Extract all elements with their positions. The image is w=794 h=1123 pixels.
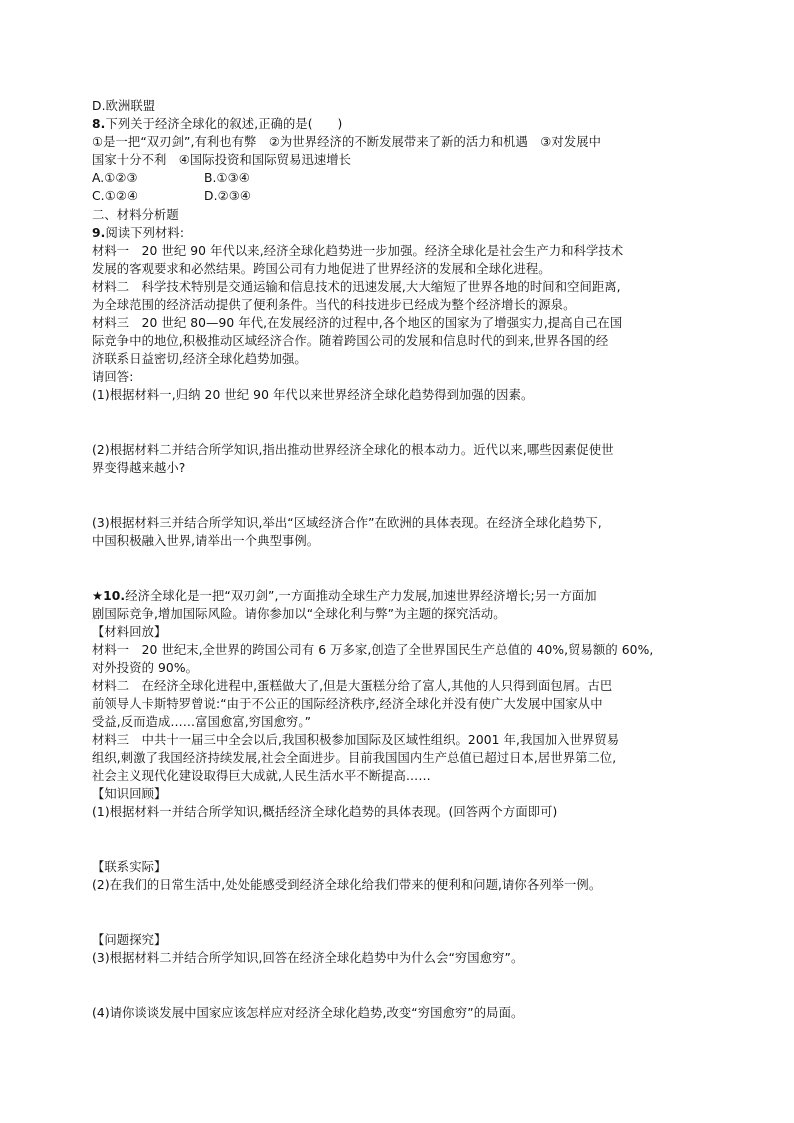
- q9-subquestion-2-line1: (2)根据材料二并结合所学知识,指出推动世界经济全球化的根本动力。近代以来,哪些因素促使世: [92, 443, 614, 457]
- q10-material2-line2: 前领导人卡斯特罗曾说:“由于不公正的国际经济秩序,经济全球化并没有使广大发展中国家从中: [92, 697, 603, 711]
- challenge-star-icon: ★: [92, 589, 104, 603]
- q10-heading-explore: 【问题探究】: [92, 933, 167, 947]
- q9-material3-line1: 材料三 20 世纪 80—90 年代,在发展经济的过程中,各个地区的国家为了增强实力,提高自己在国: [92, 316, 623, 330]
- q10-intro-line1: [92, 587, 597, 605]
- q8-option-c: C.①②④: [92, 189, 139, 203]
- q10-material2-line3: 受益,反而造成……富国愈富,穷国愈穷。”: [92, 715, 312, 729]
- q9-material2-line1: 材料二 科学技术特别是交通运输和信息技术的迅速发展,大大缩短了世界各地的时间和空间距离,: [92, 280, 621, 294]
- q10-material2-line1: 材料二 在经济全球化进程中,蛋糕做大了,但是大蛋糕分给了富人,其他的人只得到面包屑。古巴: [92, 679, 613, 693]
- q8-option-b: B.①③④: [204, 171, 250, 185]
- q10-subquestion-1: (1)根据材料一并结合所学知识,概括经济全球化趋势的具体表现。(回答两个方面即可): [92, 805, 558, 819]
- q7-option-d: D.欧洲联盟: [92, 99, 156, 113]
- q9-subquestion-3-line1: (3)根据材料三并结合所学知识,举出“区域经济合作”在欧洲的具体表现。在经济全球化趋势下,: [92, 516, 602, 530]
- q10-heading-review: 【知识回顾】: [92, 787, 167, 801]
- q10-subquestion-2: (2)在我们的日常生活中,处处能感受到经济全球化给我们带来的便利和问题,请你各列举一例。: [92, 878, 602, 892]
- q9-material3-line2: 际竞争中的地位,积极推动区域经济合作。随着跨国公司的发展和信息时代的到来,世界各国的经: [92, 334, 609, 348]
- q8-option-a: A.①②③: [92, 171, 138, 185]
- q10-subquestion-3: (3)根据材料二并结合所学知识,回答在经济全球化趋势中为什么会“穷国愈穷”。: [92, 951, 524, 965]
- q10-material1-line2: 对外投资的 90%。: [92, 661, 199, 675]
- section-title-material-analysis: 二、材料分析题: [92, 208, 179, 222]
- q9-number: 9.: [92, 226, 106, 240]
- q9-subquestion-1: (1)根据材料一,归纳 20 世纪 90 年代以来世界经济全球化趋势得到加强的因素。: [92, 388, 534, 402]
- q10-material3-line1: 材料三 中共十一届三中全会以后,我国积极参加国际及区域性组织。2001 年,我国加入世界贸易: [92, 733, 620, 747]
- q10-material3-line2: 组织,刺激了我国经济持续发展,社会全面进步。目前我国国内生产总值已超过日本,居世界第二位,: [92, 751, 617, 765]
- q10-material3-line3: 社会主义现代化建设取得巨大成就,人民生活水平不断提高……: [92, 769, 431, 783]
- q8-statements-line1: ①是一把“双刃剑”,有利也有弊 ②为世界经济的不断发展带来了新的活力和机遇 ③对发展中: [92, 135, 602, 149]
- q10-heading-material: 【材料回放】: [92, 625, 167, 639]
- q9-subquestion-2-line2: 界变得越来越小?: [92, 461, 186, 475]
- q9-material1-line1: 材料一 20 世纪 90 年代以来,经济全球化趋势进一步加强。经济全球化是社会生产力和科学技术: [92, 244, 624, 258]
- q8-stem: [92, 115, 342, 133]
- q10-material1-line1: 材料一 20 世纪末,全世界的跨国公司有 6 万多家,创造了全世界国民生产总值的 40%,贸易额的 60%,: [92, 643, 654, 657]
- q9-material2-line2: 为全球范围的经济活动提供了便利条件。当代的科技进步已经成为整个经济增长的源泉。: [92, 298, 576, 312]
- q9-material1-line2: 发展的客观要求和必然结果。跨国公司有力地促进了世界经济的发展和全球化进程。: [92, 262, 551, 276]
- q8-option-d: D.②③④: [204, 189, 251, 203]
- q9-intro: [92, 224, 184, 242]
- q10-subquestion-4: (4)请你谈谈发展中国家应该怎样应对经济全球化趋势,改变“穷国愈穷”的局面。: [92, 1006, 524, 1020]
- q9-material3-line3: 济联系日益密切,经济全球化趋势加强。: [92, 352, 307, 366]
- q10-intro-text: 经济全球化是一把“双刃剑”,一方面推动全球生产力发展,加速世界经济增长;另一方面加: [125, 589, 597, 603]
- q9-intro-text: 阅读下列材料:: [105, 226, 185, 240]
- q10-number: 10.: [103, 589, 126, 603]
- q8-number: 8.: [92, 117, 106, 131]
- q10-intro-line2: 剧国际竞争,增加国际风险。请你参加以“全球化利与弊”为主题的探究活动。: [92, 607, 506, 621]
- q10-heading-practice: 【联系实际】: [92, 860, 167, 874]
- q9-ask: 请回答:: [92, 370, 134, 384]
- q8-statements-line2: 国家十分不利 ④国际投资和国际贸易迅速增长: [92, 153, 352, 167]
- q8-stem-text: 下列关于经济全球化的叙述,正确的是( ): [105, 117, 343, 131]
- q9-subquestion-3-line2: 中国积极融入世界,请举出一个典型事例。: [92, 534, 320, 548]
